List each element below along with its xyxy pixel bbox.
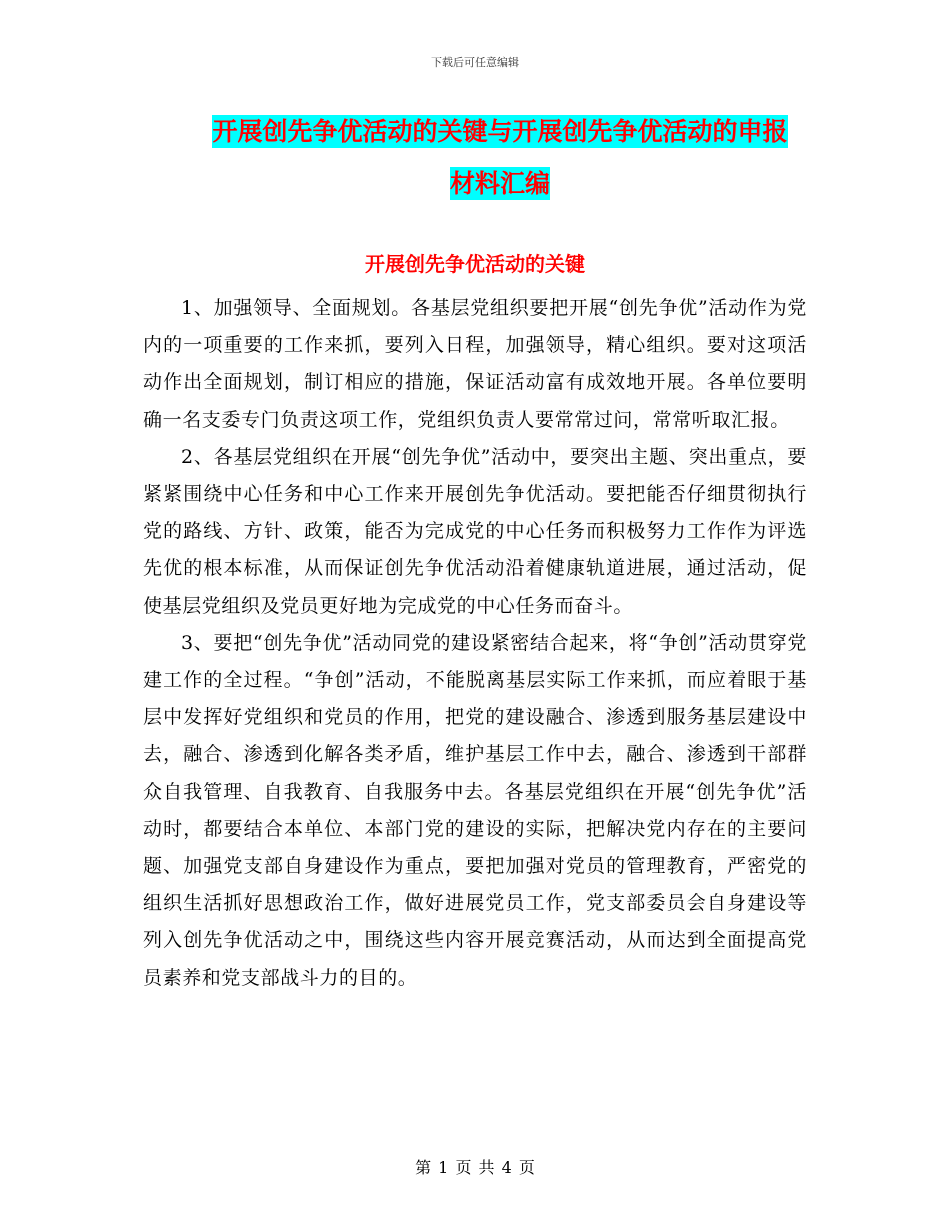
document-title <box>160 106 840 210</box>
document-title-line-1: 开展创先争优活动的关键与开展创先争优活动的申报 <box>212 117 788 146</box>
page-number: 第 1 页 共 4 页 <box>415 1158 535 1177</box>
paragraph-1: 1、加强领导、全面规划。各基层党组织要把开展“创先争优”活动作为党内的一项重要的工作来抓，要列入日程，加强领导，精心组织。要对这项活动作出全面规划，制订相应的措施，保证活动富有成效地开展。各单位要明确一名支委专门负责这项工作，党组织负责人要常常过问，常常听取汇报。 <box>143 297 807 431</box>
paragraph-3: 3、要把“创先争优”活动同党的建设紧密结合起来，将“争创”活动贯穿党建工作的全过程。“争创”活动，不能脱离基层实际工作来抓，而应着眼于基层中发挥好党组织和党员的作用，把党的建设融合、渗透到服务基层建设中去，融合、渗透到化解各类矛盾，维护基层工作中去，融合、渗透到干部群众自我管理、自我教育、自我服务中去。各基层党组织在开展“创先争优”活动时，都要结合本单位、本部门党的建设的实际，把解决党内存在的主要问题、加强党支部自身建设作为重点，要把加强对党员的管理教育，严密党的组织生活抓好思想政治工作，做好进展党员工作，党支部委员会自身建设等列入创先争优活动之中，围绕这些内容开展竞赛活动，从而达到全面提高党员素养和党支部战斗力的目的。 <box>143 631 807 989</box>
body-text <box>143 290 807 997</box>
document-title-line-2: 材料汇编 <box>449 169 550 198</box>
header-note: 下载后可任意编辑 <box>431 56 519 69</box>
paragraph-2: 2、各基层党组织在开展“创先争优”活动中，要突出主题、突出重点，要紧紧围绕中心任务和中心工作来开展创先争优活动。要把能否仔细贯彻执行党的路线、方针、政策，能否为完成党的中心任务而积极努力工作作为评选先优的根本标准，从而保证创先争优活动沿着健康轨道进展，通过活动，促使基层党组织及党员更好地为完成党的中心任务而奋斗。 <box>143 445 807 617</box>
section-title: 开展创先争优活动的关键 <box>365 252 585 276</box>
